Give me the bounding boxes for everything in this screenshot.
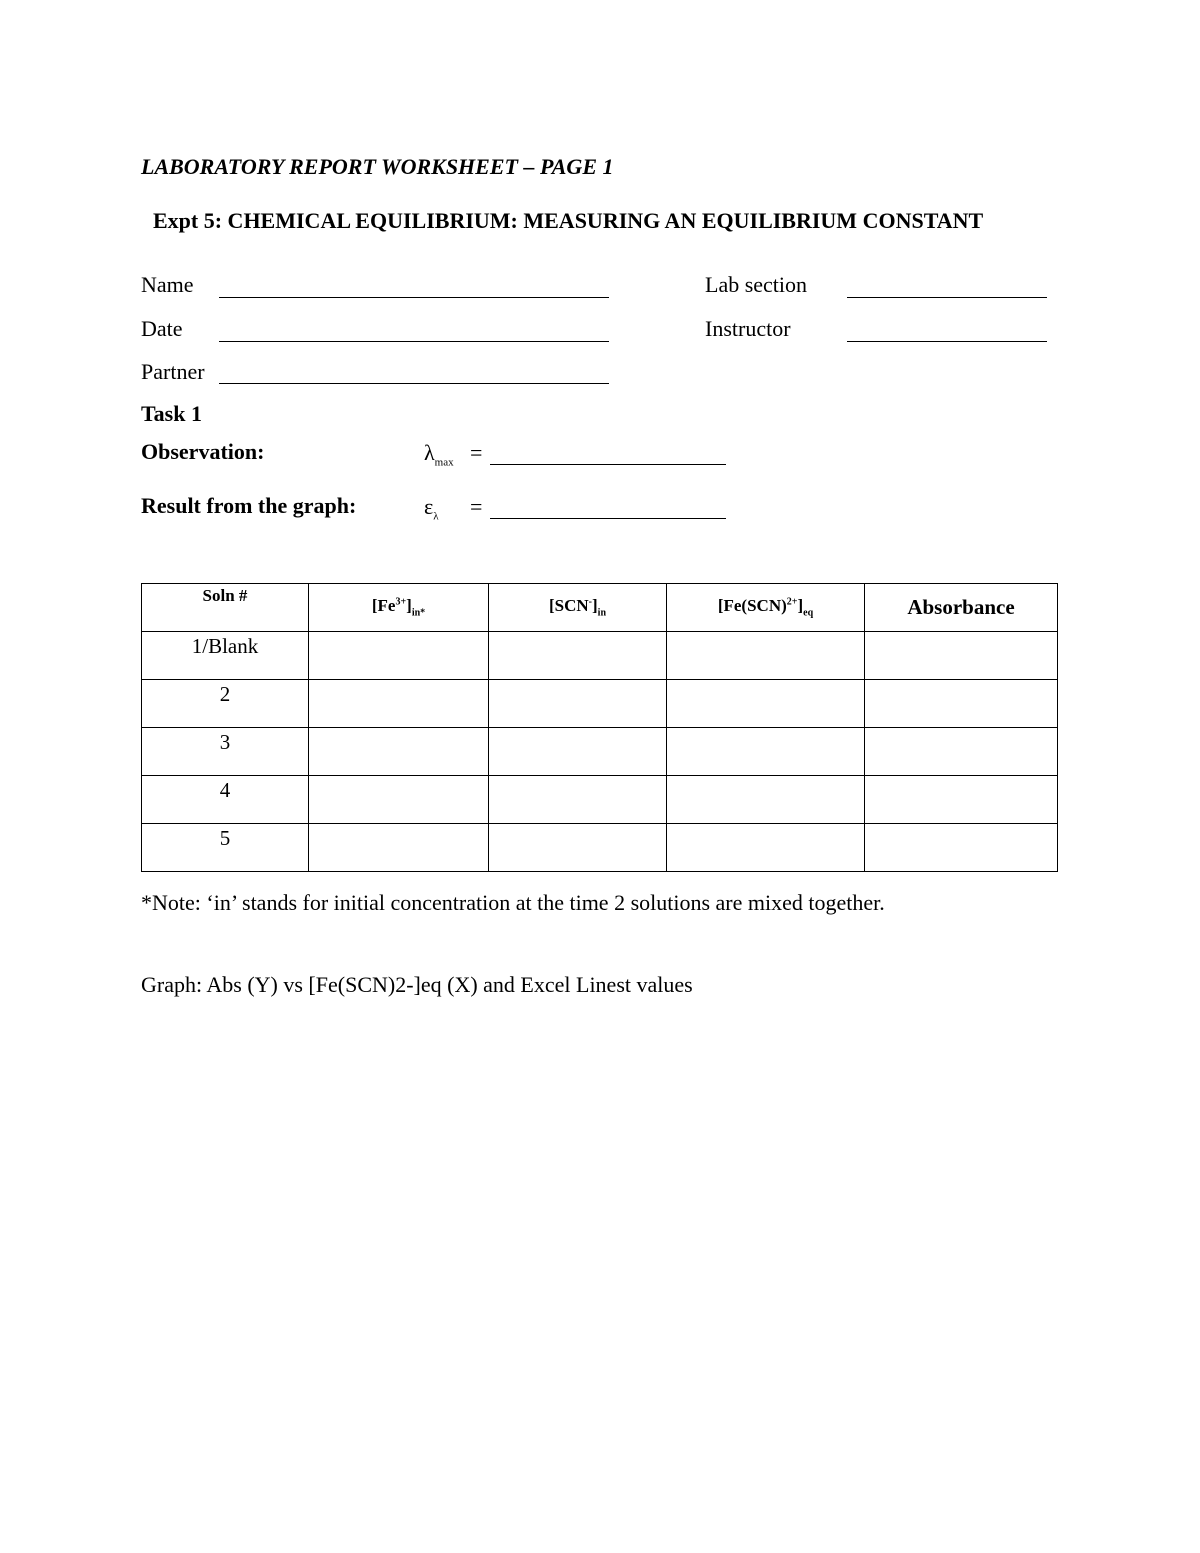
task-label: Task 1: [141, 401, 202, 426]
soln-cell: 3: [142, 728, 309, 776]
observation-equals: =: [470, 440, 483, 465]
scn-cell[interactable]: [489, 824, 667, 872]
lab-section-label: Lab section: [705, 272, 808, 297]
scn-bracket: ]: [592, 596, 598, 616]
header-fe: [309, 584, 489, 632]
name-label: Name: [141, 272, 194, 297]
fe-cell[interactable]: [309, 680, 489, 728]
lambda-max-field[interactable]: [490, 464, 726, 465]
scn-cell[interactable]: [489, 776, 667, 824]
fescn-cell[interactable]: [667, 776, 865, 824]
epsilon-field[interactable]: [490, 518, 726, 519]
partner-label: Partner: [141, 359, 205, 384]
fe-cell[interactable]: [309, 728, 489, 776]
fescn-cell[interactable]: [667, 728, 865, 776]
fescn-charge: 2+: [786, 596, 798, 608]
scn-text: [SCN: [548, 596, 589, 616]
absorbance-cell[interactable]: [865, 824, 1058, 872]
soln-cell: 2: [142, 680, 309, 728]
scn-cell[interactable]: [489, 632, 667, 680]
epsilon-symbol: ε: [424, 494, 434, 519]
experiment-title: Expt 5: CHEMICAL EQUILIBRIUM: MEASURING AN EQUILIBRIUM CONSTANT: [153, 208, 984, 233]
lambda-subscript: max: [434, 456, 454, 469]
absorbance-cell[interactable]: [865, 680, 1058, 728]
fescn-cell[interactable]: [667, 632, 865, 680]
fescn-cell[interactable]: [667, 824, 865, 872]
fe-text: [Fe: [371, 596, 396, 616]
header-scn: [489, 584, 667, 632]
soln-cell: 4: [142, 776, 309, 824]
date-field[interactable]: [219, 341, 609, 342]
lab-section-field[interactable]: [847, 297, 1047, 298]
footnote: *Note: ‘in’ stands for initial concentration at the time 2 solutions are mixed together.: [141, 890, 885, 915]
lambda-max-symbol: [424, 440, 454, 468]
instructor-label: Instructor: [705, 316, 791, 341]
header-absorbance: Absorbance: [865, 584, 1058, 632]
fescn-subscript: eq: [803, 607, 814, 619]
fescn-cell[interactable]: [667, 680, 865, 728]
fe-cell[interactable]: [309, 632, 489, 680]
lambda-symbol: λ: [424, 440, 435, 465]
partner-field[interactable]: [219, 383, 609, 384]
epsilon-lambda-symbol: [424, 494, 439, 522]
fe-cell[interactable]: [309, 776, 489, 824]
scn-subscript: in: [597, 607, 607, 619]
absorbance-cell[interactable]: [865, 728, 1058, 776]
scn-cell[interactable]: [489, 680, 667, 728]
header-fescn: [667, 584, 865, 632]
header-soln: Soln #: [142, 584, 309, 632]
absorbance-cell[interactable]: [865, 632, 1058, 680]
table-row: [142, 680, 1058, 728]
result-equals: =: [470, 494, 483, 519]
worksheet-title: LABORATORY REPORT WORKSHEET – PAGE 1: [141, 154, 614, 179]
soln-cell: 5: [142, 824, 309, 872]
observation-label: Observation:: [141, 439, 265, 464]
name-field[interactable]: [219, 297, 609, 298]
result-label: Result from the graph:: [141, 493, 357, 518]
absorbance-cell[interactable]: [865, 776, 1058, 824]
graph-instruction: Graph: Abs (Y) vs [Fe(SCN)2-]eq (X) and Excel Linest values: [141, 972, 693, 997]
fe-charge: 3+: [395, 596, 407, 608]
table-header-row: [142, 584, 1058, 632]
fe-cell[interactable]: [309, 824, 489, 872]
fescn-bracket: ]: [797, 596, 804, 616]
table-row: [142, 824, 1058, 872]
table-row: [142, 728, 1058, 776]
scn-charge: -: [588, 596, 592, 608]
table-row: [142, 776, 1058, 824]
instructor-field[interactable]: [847, 341, 1047, 342]
table-row: [142, 632, 1058, 680]
data-table: [141, 583, 1058, 872]
soln-cell: 1/Blank: [142, 632, 309, 680]
fe-subscript: in*: [411, 607, 426, 619]
fe-bracket: ]: [406, 596, 412, 616]
scn-cell[interactable]: [489, 728, 667, 776]
epsilon-subscript: λ: [433, 510, 439, 523]
date-label: Date: [141, 316, 183, 341]
fescn-text: [Fe(SCN): [717, 596, 787, 616]
